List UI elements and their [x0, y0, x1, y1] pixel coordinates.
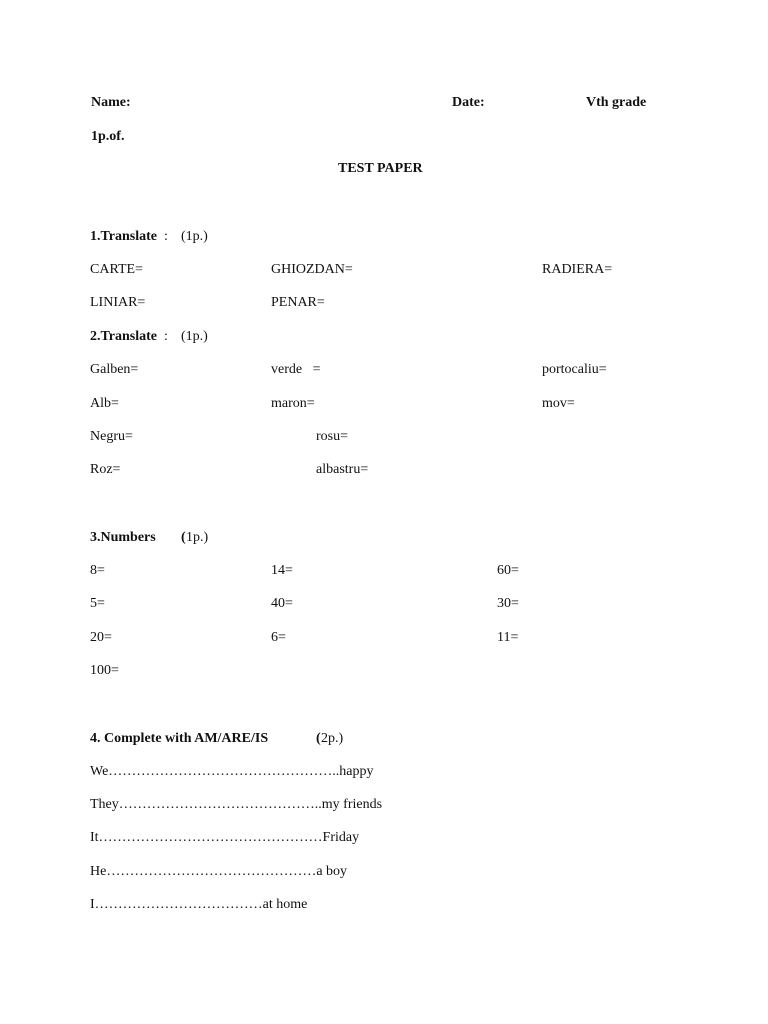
number-item: 40=: [271, 596, 293, 611]
number-item: 60=: [497, 563, 519, 578]
number-item: 20=: [90, 630, 112, 645]
word-item: Roz=: [90, 462, 121, 477]
fill-in-sentence: I………………………………at home: [90, 897, 308, 912]
word-item: Alb=: [90, 396, 119, 411]
word-item: CARTE=: [90, 262, 143, 277]
word-item: albastru=: [316, 462, 369, 477]
word-item: rosu=: [316, 429, 349, 444]
section-2-heading: 2.Translate: [90, 329, 158, 344]
number-item: 6=: [271, 630, 286, 645]
word-item: PENAR=: [271, 295, 325, 310]
section-3-paren: (: [181, 530, 186, 545]
section-1-points: (1p.): [181, 229, 208, 244]
page-title: TEST PAPER: [338, 161, 423, 176]
points-note: 1p.of.: [91, 129, 125, 144]
section-1-heading: 1.Translate: [90, 229, 158, 244]
word-item: maron=: [271, 396, 315, 411]
section-4-points: 2p.): [321, 731, 344, 746]
word-item: GHIOZDAN=: [271, 262, 353, 277]
word-item: Negru=: [90, 429, 133, 444]
number-item: 14=: [271, 563, 293, 578]
section-4-paren: (: [316, 731, 321, 746]
fill-in-sentence: They……………………………………..my friends: [90, 797, 383, 812]
number-item: 8=: [90, 563, 105, 578]
section-2-points: (1p.): [181, 329, 208, 344]
number-item: 30=: [497, 596, 519, 611]
section-1-colon: :: [164, 229, 168, 244]
grade-label: Vth grade: [586, 95, 647, 110]
fill-in-sentence: He………………………………………a boy: [90, 864, 348, 879]
section-4-heading: 4. Complete with AM/ARE/IS: [90, 731, 269, 746]
section-3-heading: 3.Numbers: [90, 530, 156, 545]
section-3-points: 1p.): [186, 530, 209, 545]
number-item: 100=: [90, 663, 119, 678]
number-item: 11=: [497, 630, 519, 645]
word-item: RADIERA=: [542, 262, 613, 277]
number-item: 5=: [90, 596, 105, 611]
name-label: Name:: [91, 95, 131, 110]
word-item: LINIAR=: [90, 295, 146, 310]
date-label: Date:: [452, 95, 485, 110]
word-item: verde =: [271, 362, 321, 377]
word-item: portocaliu=: [542, 362, 607, 377]
fill-in-sentence: It…………………………………………Friday: [90, 830, 360, 845]
word-item: mov=: [542, 396, 575, 411]
word-item: Galben=: [90, 362, 139, 377]
fill-in-sentence: We…………………………………………..happy: [90, 764, 374, 779]
section-2-colon: :: [164, 329, 168, 344]
